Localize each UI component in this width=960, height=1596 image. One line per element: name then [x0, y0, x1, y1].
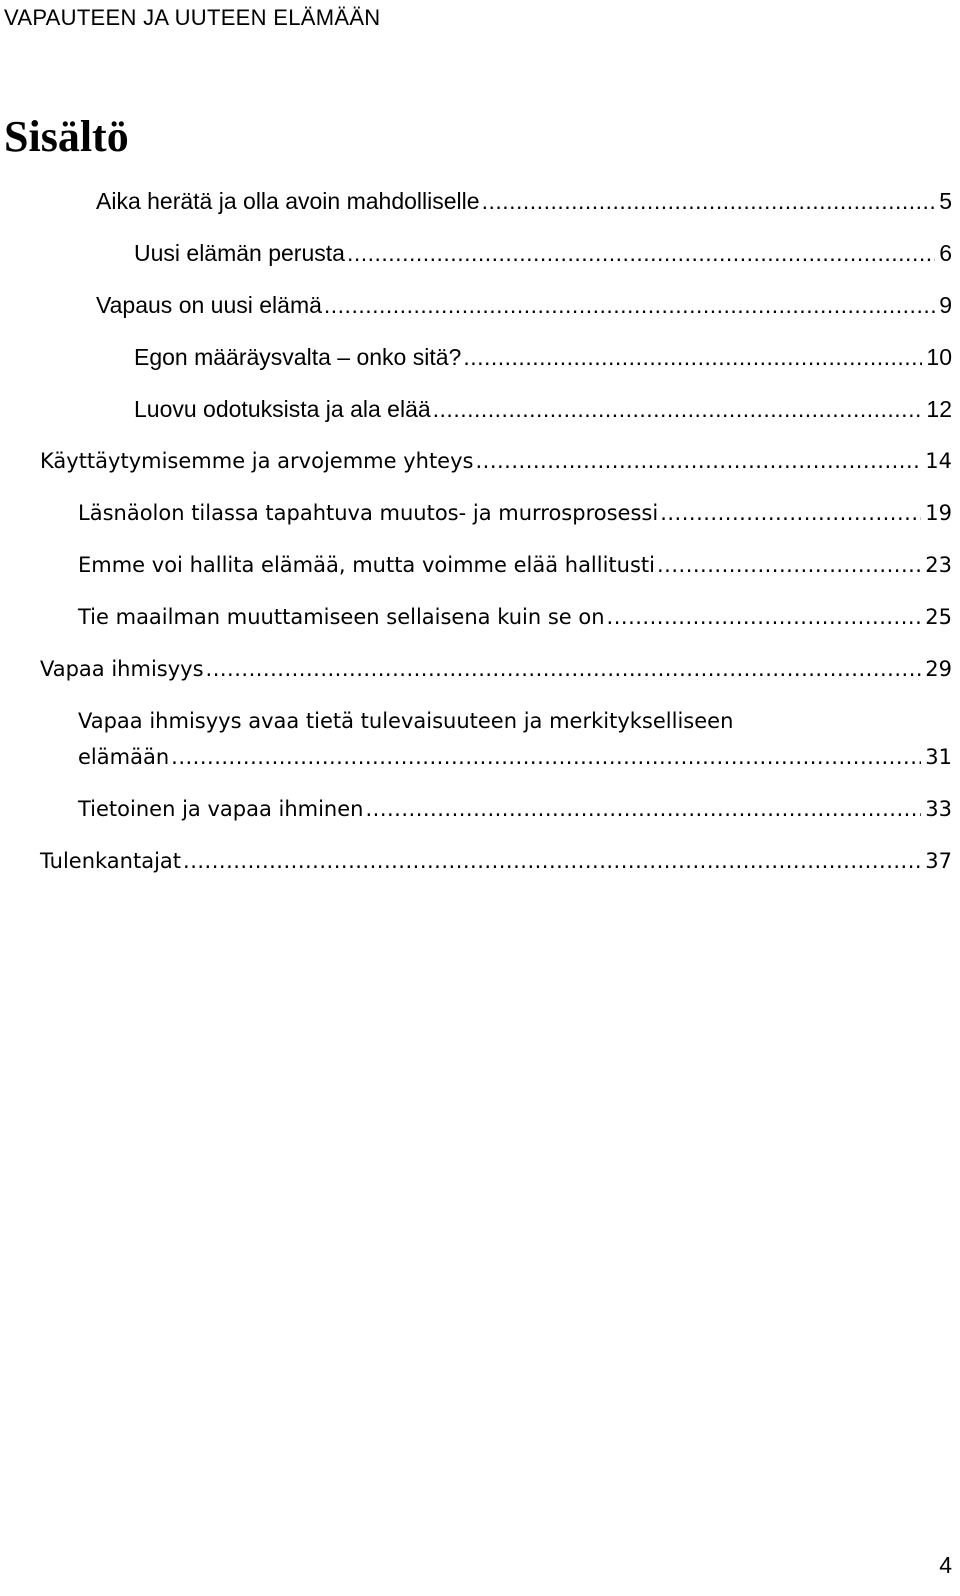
toc-entry-page: 10	[926, 344, 952, 370]
toc-entry-page: 14	[925, 449, 952, 473]
toc-entry-label-line1[interactable]: Vapaa ihmisyys avaa tietä tulevaisuuteen ja merkitykselliseen	[78, 709, 734, 733]
toc-entry[interactable]	[134, 238, 952, 268]
toc-entry-label: Läsnäolon tilassa tapahtuva muutos- ja murrosprosessi	[78, 501, 659, 525]
toc-entry[interactable]	[78, 794, 952, 824]
toc-entry-page: 12	[926, 396, 952, 422]
toc-entry-label: Tietoinen ja vapaa ihminen	[78, 797, 364, 821]
toc-entry-label: Tie maailman muuttamiseen sellaisena kuin se on	[78, 605, 605, 629]
dot-leader	[171, 742, 921, 772]
toc-entry[interactable]	[40, 846, 952, 876]
toc-entry-label: Käyttäytymisemme ja arvojemme yhteys	[40, 449, 474, 473]
running-header: VAPAUTEEN JA UUTEEN ELÄMÄÄN	[4, 5, 381, 30]
toc-entry-page: 37	[925, 849, 952, 873]
toc-entry-label: Vapaa ihmisyys	[40, 657, 204, 681]
toc-entry-page: 29	[925, 657, 952, 681]
toc-entry[interactable]	[40, 654, 952, 684]
toc-entry-label: Egon määräysvalta – onko sitä?	[134, 344, 462, 370]
dot-leader	[475, 446, 921, 476]
toc-entry-page: 19	[925, 501, 952, 525]
dot-leader	[324, 290, 935, 320]
toc-entry[interactable]	[78, 498, 952, 528]
toc-entry[interactable]	[134, 394, 952, 424]
dot-leader	[607, 602, 922, 632]
toc-entry[interactable]	[78, 550, 952, 580]
toc-entry-page: 31	[925, 745, 952, 769]
toc-entry[interactable]	[96, 186, 952, 216]
toc-entry-label: Tulenkantajat	[40, 849, 182, 873]
toc-entry-page: 5	[939, 188, 952, 214]
dot-leader	[347, 238, 935, 268]
toc-entry-page: 25	[925, 605, 952, 629]
toc-entry[interactable]	[78, 602, 952, 632]
dot-leader	[660, 498, 921, 528]
toc-entry-label: Emme voi hallita elämää, mutta voimme elää hallitusti	[78, 553, 655, 577]
toc-entry[interactable]	[134, 342, 952, 372]
dot-leader	[463, 342, 922, 372]
dot-leader	[206, 654, 922, 684]
toc-entry-page: 6	[939, 240, 952, 266]
toc-entry[interactable]	[40, 446, 952, 476]
toc-entry-label: Aika herätä ja olla avoin mahdolliselle	[96, 188, 480, 214]
dot-leader	[482, 186, 936, 216]
toc-entry-page: 9	[939, 292, 952, 318]
toc-entry-label: Luovu odotuksista ja ala elää	[134, 396, 431, 422]
dot-leader	[183, 846, 921, 876]
toc-entry-page: 33	[925, 797, 952, 821]
page-number: 4	[939, 1552, 952, 1578]
dot-leader	[365, 794, 921, 824]
toc-entry-label: Vapaus on uusi elämä	[96, 292, 322, 318]
toc-entry-page: 23	[925, 553, 952, 577]
toc-entry-label: Uusi elämän perusta	[134, 240, 345, 266]
dot-leader	[657, 550, 921, 580]
toc-title: Sisältö	[4, 112, 129, 161]
toc-entry[interactable]	[78, 742, 952, 772]
dot-leader	[433, 394, 923, 424]
toc-entry[interactable]	[96, 290, 952, 320]
toc-entry-label-line2: elämään	[78, 745, 170, 769]
